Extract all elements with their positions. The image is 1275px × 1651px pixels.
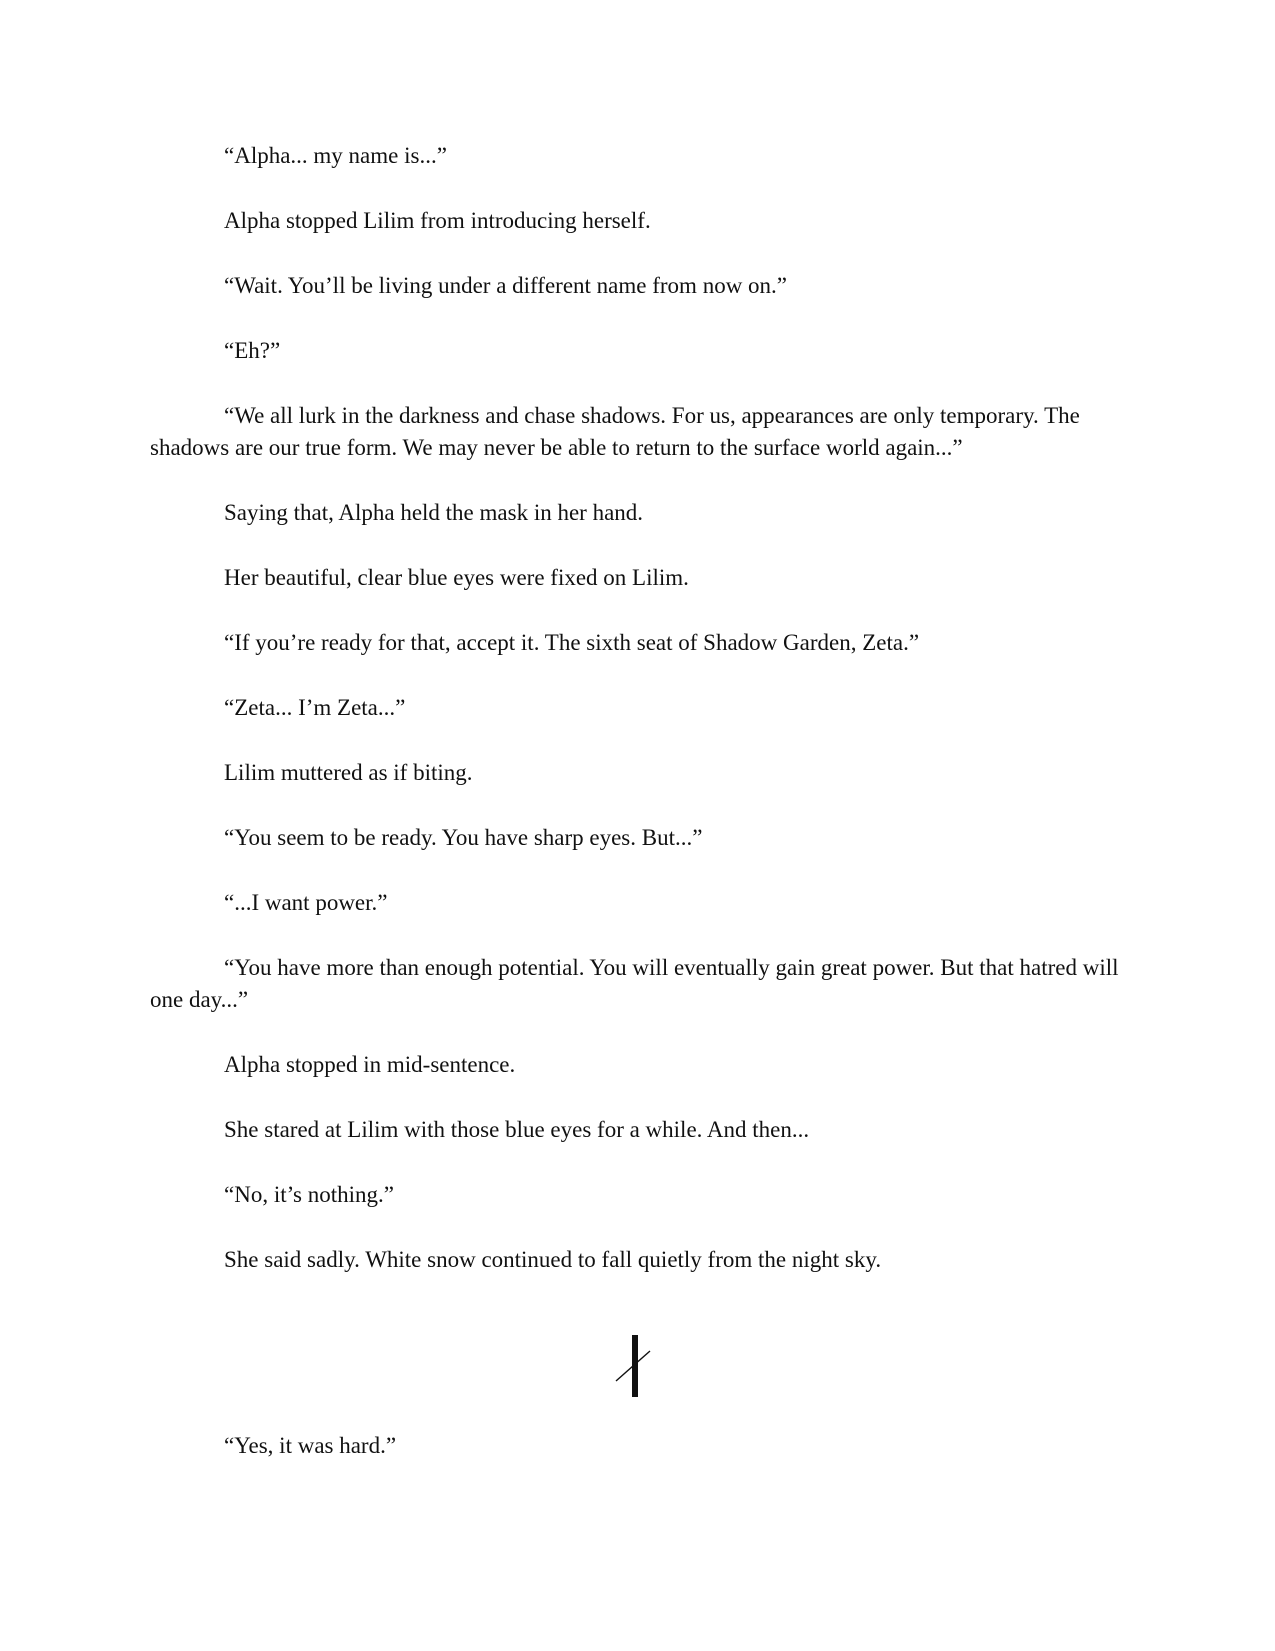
paragraph: She stared at Lilim with those blue eyes for a while. And then... [224, 1117, 810, 1142]
paragraph: Alpha stopped in mid-sentence. [224, 1052, 516, 1077]
paragraph: Lilim muttered as if biting. [224, 760, 473, 785]
paragraph: She said sadly. White snow continued to fall quietly from the night sky. [224, 1247, 882, 1272]
paragraph-after-break: “Yes, it was hard.” [224, 1433, 397, 1458]
scene-break-glyph-icon [614, 1333, 658, 1399]
paragraph: Alpha stopped Lilim from introducing herself. [224, 208, 651, 233]
paragraph: “If you’re ready for that, accept it. The sixth seat of Shadow Garden, Zeta.” [224, 630, 920, 655]
paragraph: “Wait. You’ll be living under a different name from now on.” [224, 273, 788, 298]
paragraph: “Eh?” [224, 338, 281, 363]
paragraph: “We all lurk in the darkness and chase shadows. For us, appearances are only temporary. The shadows are our true form. We may never be able to return to the surface world again...” [150, 403, 1080, 460]
paragraph: “You seem to be ready. You have sharp eyes. But...” [224, 825, 703, 850]
paragraph: “Zeta... I’m Zeta...” [224, 695, 406, 720]
paragraph: “You have more than enough potential. You will eventually gain great power. But that hatred will one day...” [150, 955, 1119, 1012]
paragraph: Saying that, Alpha held the mask in her hand. [224, 500, 644, 525]
body-text [150, 140, 1125, 1309]
paragraph: “...I want power.” [224, 890, 388, 915]
paragraph: “Alpha... my name is...” [224, 143, 447, 168]
paragraph: Her beautiful, clear blue eyes were fixed on Lilim. [224, 565, 689, 590]
paragraph: “No, it’s nothing.” [224, 1182, 394, 1207]
